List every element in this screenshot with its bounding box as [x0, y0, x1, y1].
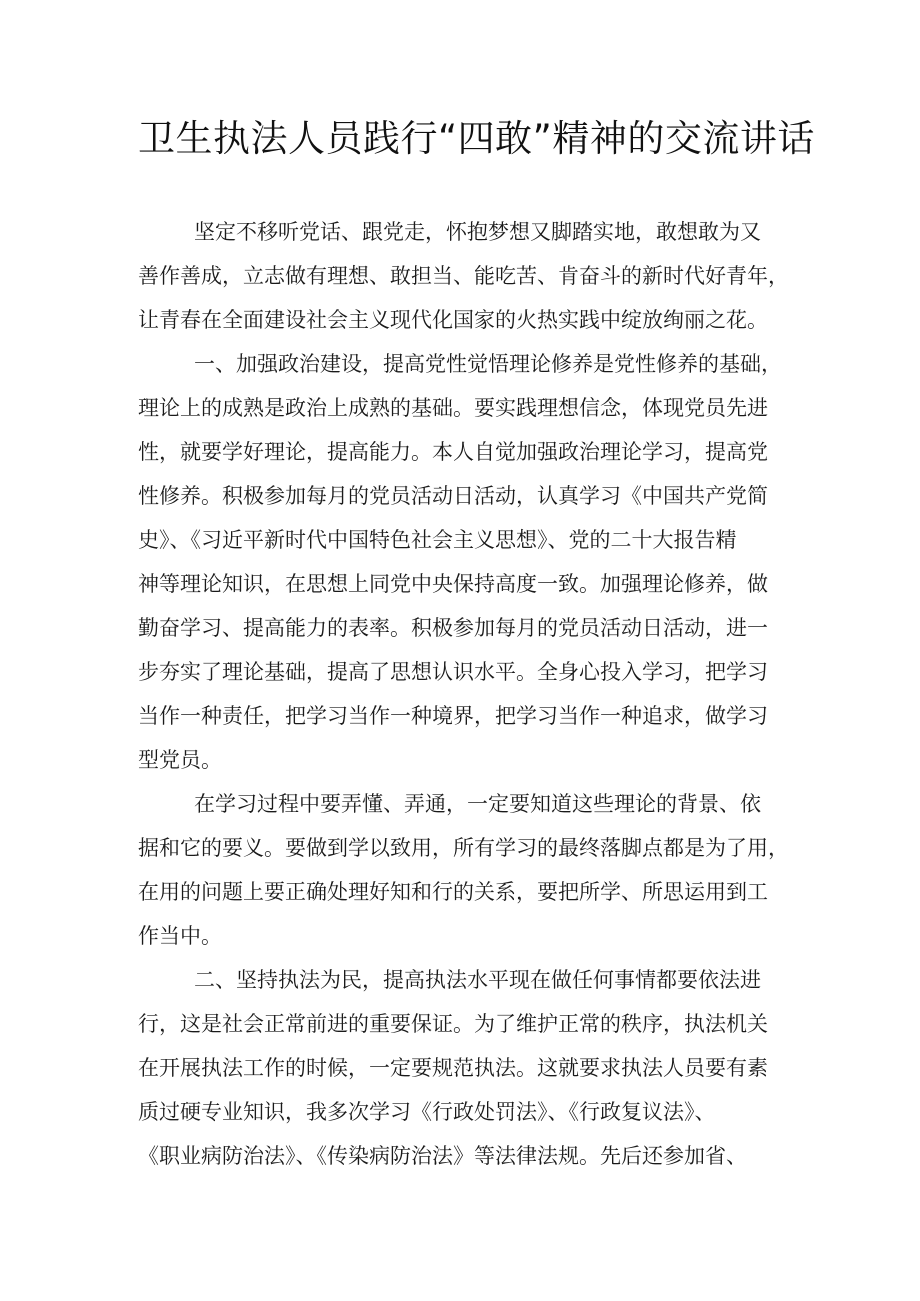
- text-line: 二、坚持执法为民，提高执法水平现在做任何事情都要依法进: [194, 968, 761, 992]
- text-line: 一、加强政治建设，提高党性觉悟理论修养是党性修养的基础，: [194, 352, 782, 376]
- text-line: 在开展执法工作的时候，一定要规范执法。这就要求执法人员要有素: [138, 1056, 768, 1080]
- text-line: 在用的问题上要正确处理好知和行的关系，要把所学、所思运用到工: [138, 880, 768, 904]
- text-line: 型党员。: [138, 748, 222, 772]
- paragraph-intro: [138, 210, 790, 342]
- text-line: 史》、《习近平新时代中国特色社会主义思想》、党的二十大报告精: [138, 528, 737, 552]
- text-line: 坚定不移听党话、跟党走，怀抱梦想又脚踏实地，敢想敢为又: [194, 220, 761, 244]
- text-line: 质过硬专业知识，我多次学习《行政处罚法》、《行政复议法》、: [138, 1100, 716, 1124]
- page-title: 卫生执法人员践行“四敢”精神的交流讲话: [138, 117, 815, 160]
- paragraph-study: [138, 782, 790, 958]
- document-body: [138, 210, 790, 1178]
- text-line: 《职业病防治法》、《传染病防治法》等法律法规。先后还参加省、: [138, 1144, 747, 1168]
- text-line: 性修养。积极参加每月的党员活动日活动，认真学习《中国共产党简: [138, 484, 768, 508]
- text-line: 作当中。: [138, 924, 222, 948]
- text-line: 神等理论知识，在思想上同党中央保持高度一致。加强理论修养，做: [138, 572, 768, 596]
- text-line: 性，就要学好理论，提高能力。本人自觉加强政治理论学习，提高党: [138, 440, 768, 464]
- paragraph-section-one: [138, 342, 790, 782]
- text-line: 善作善成，立志做有理想、敢担当、能吃苦、肯奋斗的新时代好青年，: [138, 264, 789, 288]
- text-line: 让青春在全面建设社会主义现代化国家的火热实践中绽放绚丽之花。: [138, 308, 768, 332]
- text-line: 据和它的要义。要做到学以致用，所有学习的最终落脚点都是为了用，: [138, 836, 789, 860]
- text-line: 理论上的成熟是政治上成熟的基础。要实践理想信念，体现党员先进: [138, 396, 768, 420]
- text-line: 步夯实了理论基础，提高了思想认识水平。全身心投入学习，把学习: [138, 660, 768, 684]
- text-line: 行，这是社会正常前进的重要保证。为了维护正常的秩序，执法机关: [138, 1012, 768, 1036]
- paragraph-section-two: [138, 958, 790, 1178]
- text-line: 在学习过程中要弄懂、弄通，一定要知道这些理论的背景、依: [194, 792, 761, 816]
- text-line: 勤奋学习、提高能力的表率。积极参加每月的党员活动日活动，进一: [138, 616, 768, 640]
- text-line: 当作一种责任，把学习当作一种境界，把学习当作一种追求，做学习: [138, 704, 768, 728]
